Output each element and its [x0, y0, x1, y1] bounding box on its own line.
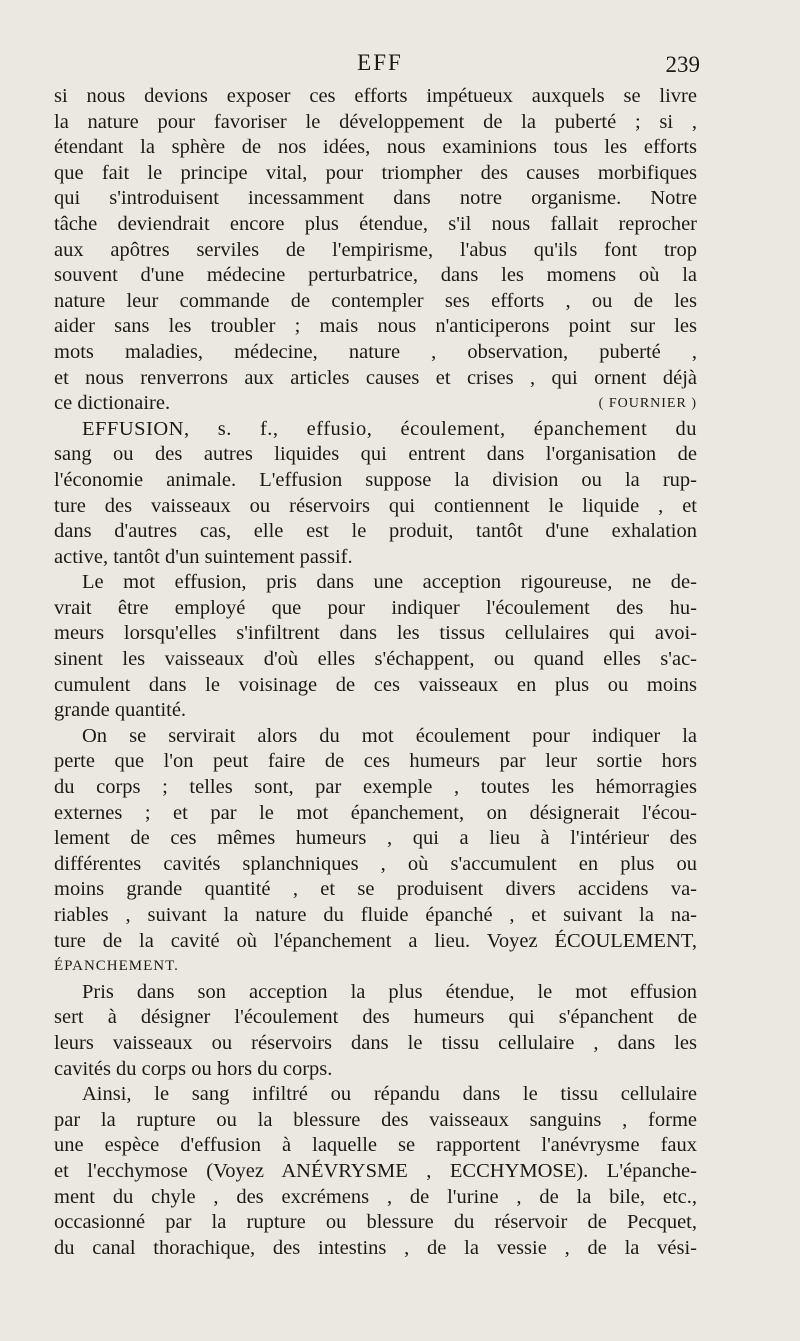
text-line: lement de ces mêmes humeurs , qui a lieu à l'intérieur des — [54, 827, 697, 850]
text-line: qui s'introduisent incessamment dans notre organisme. Notre — [54, 187, 697, 210]
text-line: vrait être employé que pour indiquer l'écoulement des hu- — [54, 596, 697, 619]
text-line: la nature pour favoriser le développement de la puberté ; si , — [54, 110, 697, 133]
text-line: meurs lorsqu'elles s'infiltrent dans les tissus cellulaires qui avoi- — [54, 622, 697, 645]
text-line: tâche deviendrait encore plus étendue, s'il nous fallait reprocher — [54, 212, 697, 235]
text-line: du corps ; telles sont, par exemple , toutes les hémorragies — [54, 776, 697, 799]
text-line: que fait le principe vital, pour triompher des causes morbifiques — [54, 161, 697, 184]
text-line: et l'ecchymose (Voyez ANÉVRYSME , ECCHYMOSE). L'épanche- — [54, 1159, 697, 1182]
text-line: étendant la sphère de nos idées, nous examinions tous les efforts — [54, 136, 697, 159]
text-line: sinent les vaisseaux d'où elles s'échappent, ou quand elles s'ac- — [54, 648, 697, 671]
text-line: ture des vaisseaux ou réservoirs qui contiennent le liquide , et — [54, 494, 697, 517]
text-line: On se servirait alors du mot écoulement pour indiquer la — [82, 724, 697, 747]
text-line: différentes cavités splanchniques , où s'accumulent en plus ou — [54, 852, 697, 875]
text-line: si nous devions exposer ces efforts impétueux auxquels se livre — [54, 85, 697, 107]
text-line: dans d'autres cas, elle est le produit, tantôt d'une exhalation — [54, 520, 697, 543]
text-line: ture de la cavité où l'épanchement a lieu. Voyez ÉCOULEMENT, — [54, 929, 697, 952]
text-line: sang ou des autres liquides qui entrent dans l'organisation de — [54, 443, 697, 466]
text-line: souvent d'une médecine perturbatrice, dans les momens où la — [54, 264, 697, 287]
text-line: Pris dans son acception la plus étendue, le mot effusion — [82, 980, 697, 1003]
text-line: Le mot effusion, pris dans une acception rigoureuse, ne de- — [82, 571, 697, 594]
text-line: l'économie animale. L'effusion suppose la division ou la rup- — [54, 468, 697, 491]
text-line: ce dictionaire. — [54, 392, 171, 415]
text-line: nature leur commande de contempler ses efforts , ou de les — [54, 289, 697, 312]
body-text — [54, 84, 697, 1261]
page-number: 239 — [665, 52, 700, 77]
text-line: et nous renverrons aux articles causes et crises , qui ornent déjà — [54, 366, 697, 389]
text-line: par la rupture ou la blessure des vaisseaux sanguins , forme — [54, 1108, 697, 1131]
author-signature: ( FOURNIER ) — [598, 396, 697, 412]
text-line: sert à désigner l'écoulement des humeurs qui s'épanchent de — [54, 1006, 697, 1029]
text-line: ÉPANCHEMENT. — [54, 958, 179, 975]
page-header — [60, 50, 700, 80]
entry-headword-line: EFFUSION, s. f., effusio, écoulement, épanchement du — [82, 417, 697, 440]
running-head: EFF — [357, 50, 403, 75]
text-line: du canal thorachique, des intestins , de la vessie , de la vési- — [54, 1236, 697, 1259]
text-line: occasionné par la rupture ou blessure du réservoir de Pecquet, — [54, 1211, 697, 1234]
text-line: aider sans les troubler ; mais nous n'anticiperons point sur les — [54, 315, 697, 338]
text-line: une espèce d'effusion à laquelle se rapportent l'anévrysme faux — [54, 1134, 697, 1157]
text-line: active, tantôt d'un suintement passif. — [54, 545, 353, 568]
text-line: grande quantité. — [54, 699, 187, 722]
text-line: moins grande quantité , et se produisent divers accidens va- — [54, 878, 697, 901]
text-line: aux apôtres serviles de l'empirisme, l'abus qu'ils font trop — [54, 238, 697, 261]
text-line: cumulent dans le voisinage de ces vaisseaux en plus ou moins — [54, 673, 697, 696]
text-line: Ainsi, le sang infiltré ou répandu dans le tissu cellulaire — [82, 1083, 697, 1106]
text-line: perte que l'on peut faire de ces humeurs par leur sortie hors — [54, 750, 697, 773]
text-line-with-author — [54, 391, 697, 417]
text-line: leurs vaisseaux ou réservoirs dans le tissu cellulaire , dans les — [54, 1031, 697, 1054]
text-line: cavités du corps ou hors du corps. — [54, 1057, 333, 1080]
text-line: riables , suivant la nature du fluide épanché , et suivant la na- — [54, 904, 697, 926]
text-line: mots maladies, médecine, nature , observation, puberté , — [54, 340, 697, 363]
text-line: ment du chyle , des excrémens , de l'urine , de la bile, etc., — [54, 1185, 697, 1208]
text-line: externes ; et par le mot épanchement, on désignerait l'écou- — [54, 801, 697, 824]
